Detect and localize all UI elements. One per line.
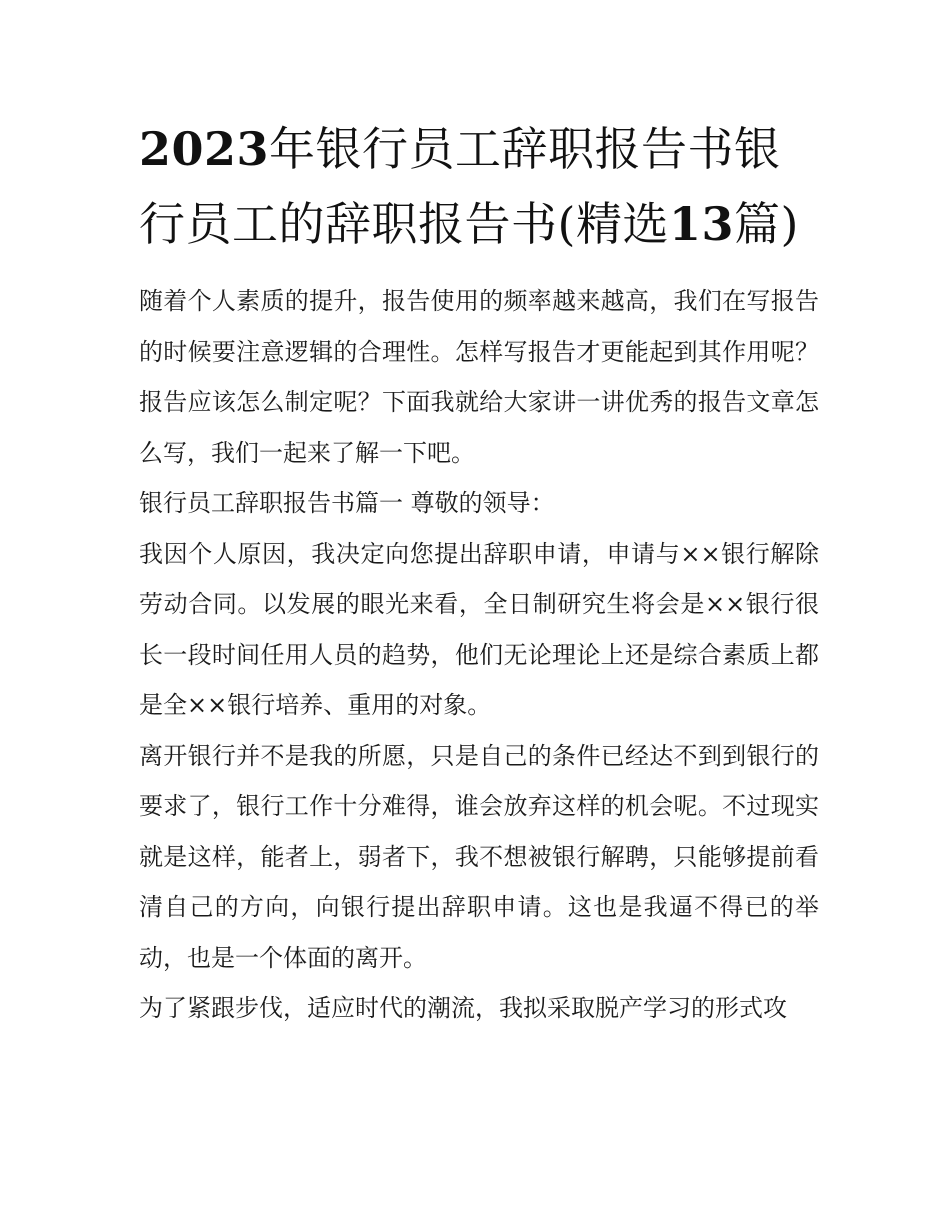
body-paragraph: 离开银行并不是我的所愿，只是自己的条件已经达不到到银行的要求了，银行工作十分难得，谁会放弃这样的机会呢。不过现实就是这样，能者上，弱者下，我不想被银行解聘，只能够提前看清自己的方向，向银行提出辞职申请。这也是我逼不得已的举动，也是一个体面的离开。 [139, 741, 819, 972]
document-title [139, 112, 819, 262]
body-paragraph: 为了紧跟步伐，适应时代的潮流，我拟采取脱产学习的形式攻 [139, 994, 787, 1022]
intro-paragraph: 随着个人素质的提升，报告使用的频率越来越高，我们在写报告的时候要注意逻辑的合理性。怎样写报告才更能起到其作用呢？报告应该怎么制定呢？下面我就给大家讲一讲优秀的报告文章怎么写，我们一起来了解一下吧。 [139, 287, 819, 467]
body-paragraph: 我因个人原因，我决定向您提出辞职申请，申请与××银行解除劳动合同。以发展的眼光来看，全日制研究生将会是××银行很长一段时间任用人员的趋势，他们无论理论上还是综合素质上都是全××银行培养、重用的对象。 [139, 539, 819, 719]
title-main: 年银行员工辞职报告书银行员工的辞职报告书(精选 [139, 122, 781, 251]
title-tail: 篇) [733, 197, 799, 251]
section-heading: 银行员工辞职报告书篇一 尊敬的领导： [139, 489, 555, 517]
document-page [139, 112, 819, 1034]
title-year: 2023 [139, 122, 270, 176]
title-count: 13 [668, 197, 734, 251]
